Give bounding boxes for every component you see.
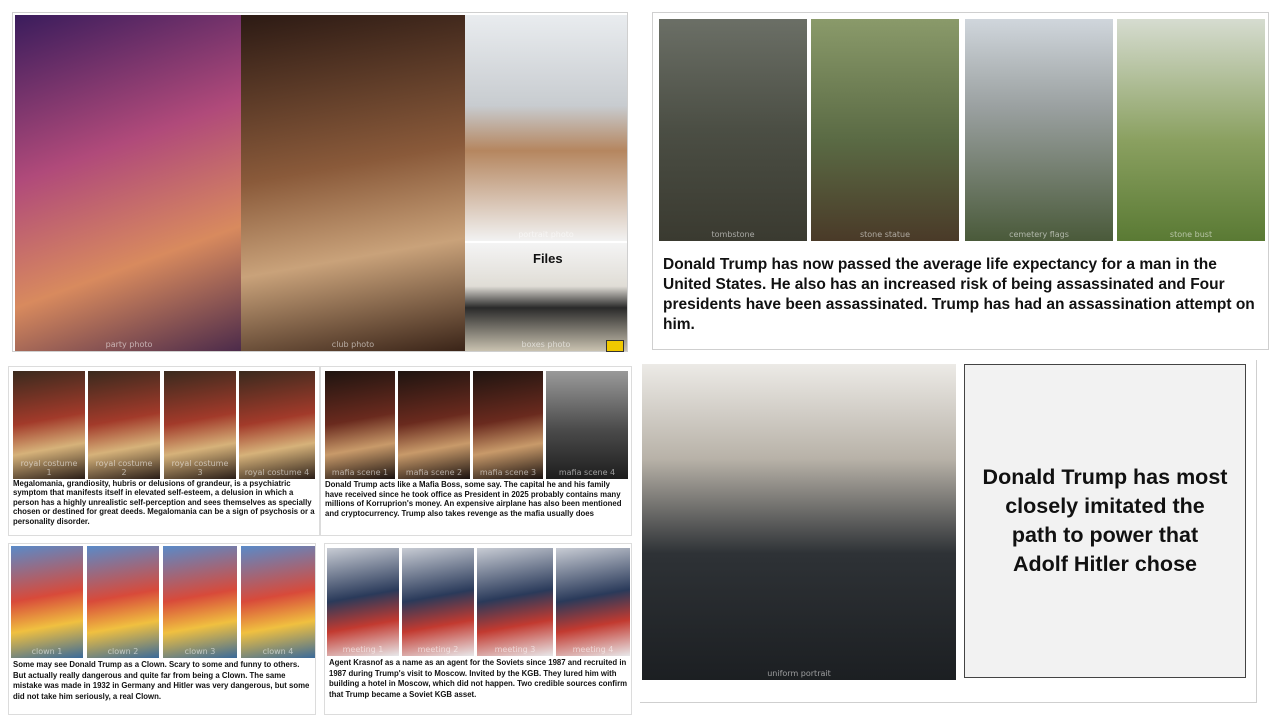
clown-panel xyxy=(8,543,316,715)
photo-tombstone: tombstone xyxy=(659,19,807,241)
megalomania-caption: Megalomania, grandiosity, hubris or delusions of grandeur, is a psychiatric symptom that manifests itself in elevated self-esteem, a delusion in which a person has a highly unrealistic self-perception and sees themselves as specially chosen or destined for great deeds. Megalomania can be a sign of psychosis or a personality disorder. xyxy=(13,479,315,526)
photo-mafia-1: mafia scene 1 xyxy=(325,371,395,479)
photo-mafia-2: mafia scene 2 xyxy=(398,371,470,479)
photo-royal-2: royal costume 2 xyxy=(88,371,160,479)
uniform-panel xyxy=(640,360,1257,703)
clown-caption: Some may see Donald Trump as a Clown. Scary to some and funny to others. But actually really dangerous and quite far from being a Clown. The same mistake was made in 1932 in Germany and Hitler was very dangerous, but some did not take him seriously, a real Clown. xyxy=(13,660,310,701)
files-label: Files xyxy=(533,251,563,266)
photo-clown-3: clown 3 xyxy=(163,546,237,658)
photo-clown-4: clown 4 xyxy=(241,546,315,658)
photo-royal-1: royal costume 1 xyxy=(13,371,85,479)
photo-clown-2: clown 2 xyxy=(87,546,159,658)
photo-meeting-2: meeting 2 xyxy=(402,548,474,656)
photo-cemetery-flags: cemetery flags xyxy=(965,19,1113,241)
photo-uniform-portrait: uniform portrait xyxy=(642,364,956,680)
megalomania-panel xyxy=(8,366,320,536)
photo-meeting-4: meeting 4 xyxy=(556,548,630,656)
mafia-panel xyxy=(320,366,632,536)
life-expectancy-panel xyxy=(652,12,1269,350)
files-badge xyxy=(606,340,624,352)
photo-files: boxes photo xyxy=(465,243,627,351)
photo-royal-4: royal costume 4 xyxy=(239,371,315,479)
life-expectancy-caption: Donald Trump has now passed the average life expectancy for a man in the United States. He also has an increased risk of being assassinated and Four presidents have been assassinated. Trump has had an assassination attempt on him. xyxy=(663,256,1255,333)
krasnof-panel xyxy=(324,543,632,715)
photo-mafia-3: mafia scene 3 xyxy=(473,371,543,479)
photo-stone-bust: stone bust xyxy=(1117,19,1265,241)
photo-mafia-4: mafia scene 4 xyxy=(546,371,628,479)
photo-meeting-3: meeting 3 xyxy=(477,548,553,656)
photo-party-group: party photo xyxy=(15,15,243,351)
photo-club-group: club photo xyxy=(241,15,465,351)
krasnof-caption: Agent Krasnof as a name as an agent for the Soviets since 1987 and recruited in 1987 during Trump's visit to Moscow. Invited by the KGB. They lured him with building a hotel in Moscow, which did not happen. Two credible sources confirm that Trump became a Soviet KGB asset. xyxy=(329,658,628,699)
top-left-collage xyxy=(12,12,628,352)
uniform-caption-box xyxy=(964,364,1246,678)
uniform-caption: Donald Trump has most closely imitated the path to power that Adolf Hitler chose xyxy=(982,465,1228,576)
photo-mugshot: portrait photo xyxy=(465,15,627,241)
photo-meeting-1: meeting 1 xyxy=(327,548,399,656)
mafia-caption: Donald Trump acts like a Mafia Boss, some say. The capital he and his family have received since he took office as President in 2025 probably contains many millions of Korruprion's money. An expensive airplane has also been mentioned and cryptocurrency. Trump also takes revenge as the mafia usually does xyxy=(325,480,622,518)
photo-royal-3: royal costume 3 xyxy=(164,371,236,479)
photo-clown-1: clown 1 xyxy=(11,546,83,658)
photo-stone-statue: stone statue xyxy=(811,19,959,241)
